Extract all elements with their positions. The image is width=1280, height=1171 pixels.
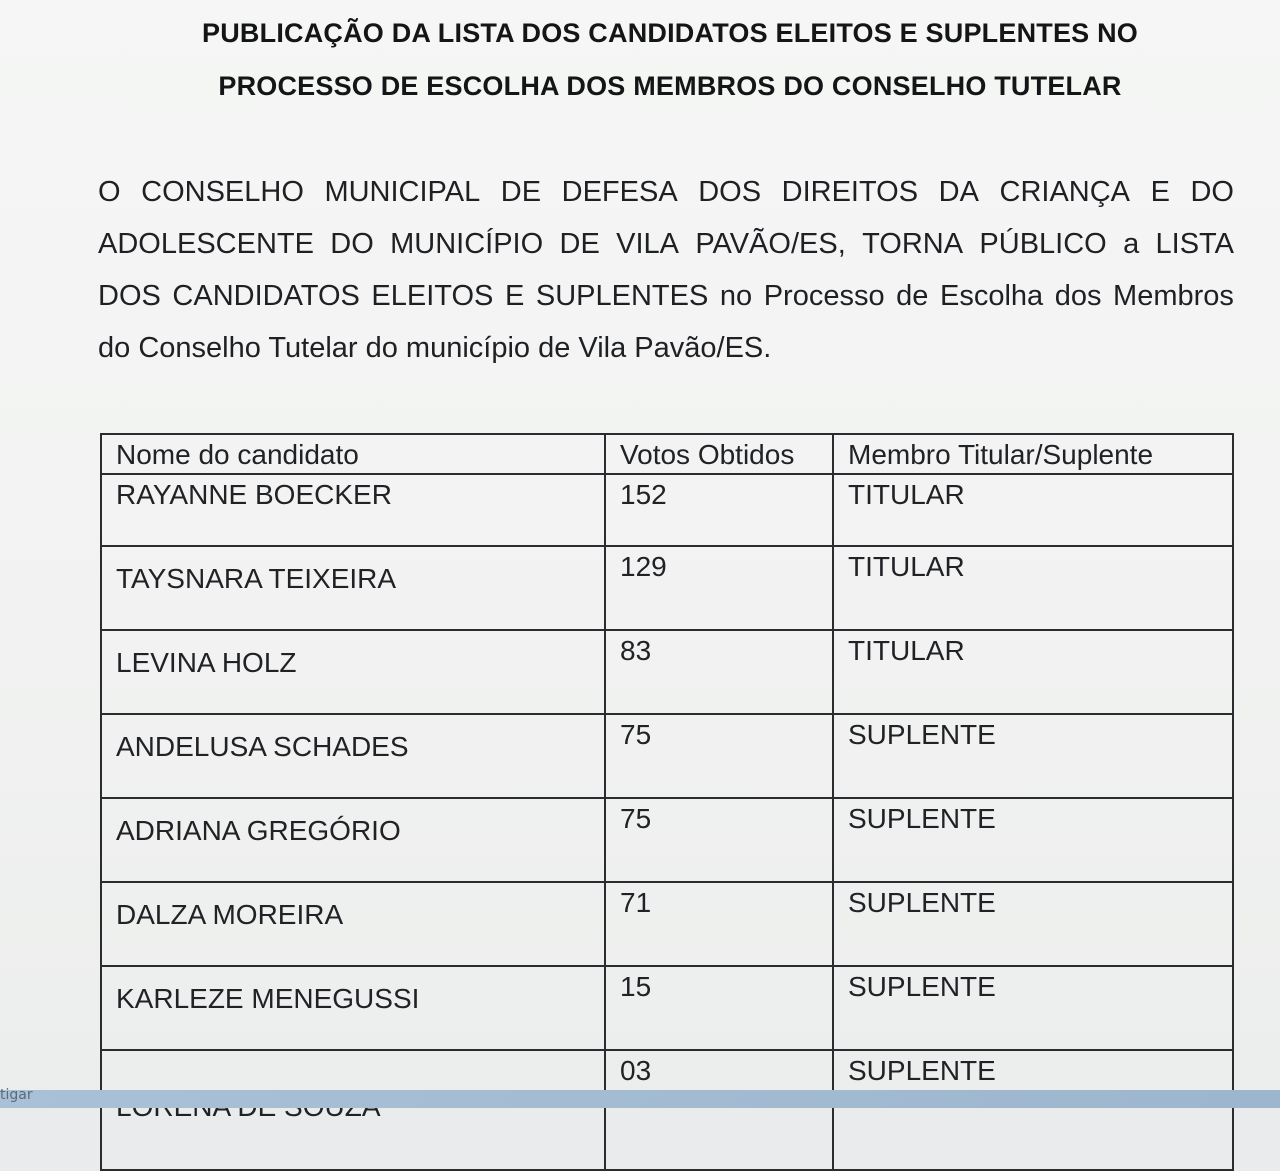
candidate-name — [101, 1050, 605, 1170]
candidates-table — [100, 433, 1234, 1171]
intro-line-2: ADOLESCENTE DO MUNICÍPIO DE VILA PAVÃO/ES, TORNA PÚBLICO a LISTA — [98, 228, 1234, 260]
candidate-name: TAYSNARA TEIXEIRA — [101, 546, 605, 630]
table-row — [101, 798, 1233, 882]
table-row — [101, 714, 1233, 798]
candidate-votes: 15 — [605, 966, 833, 1050]
candidate-status: SUPLENTE — [833, 882, 1233, 966]
candidate-name: KARLEZE MENEGUSSI — [101, 966, 605, 1050]
candidate-votes: 129 — [605, 546, 833, 630]
candidate-votes: 75 — [605, 798, 833, 882]
candidate-status: SUPLENTE — [833, 966, 1233, 1050]
table-row — [101, 474, 1233, 546]
intro-line-1: O CONSELHO MUNICIPAL DE DEFESA DOS DIREITOS DA CRIANÇA E DO — [98, 176, 1234, 208]
candidate-name: LEVINA HOLZ — [101, 630, 605, 714]
table-header-row — [101, 434, 1233, 474]
candidate-votes: 83 — [605, 630, 833, 714]
page-title-line-1: PUBLICAÇÃO DA LISTA DOS CANDIDATOS ELEITOS E SUPLENTES NO — [202, 18, 1138, 48]
candidate-votes: 71 — [605, 882, 833, 966]
candidate-name: ANDELUSA SCHADES — [101, 714, 605, 798]
candidate-votes: 75 — [605, 714, 833, 798]
header-member-status: Membro Titular/Suplente — [833, 434, 1233, 474]
candidate-name: RAYANNE BOECKER — [101, 474, 605, 546]
candidate-name: DALZA MOREIRA — [101, 882, 605, 966]
table-row — [101, 546, 1233, 630]
intro-line-3: DOS CANDIDATOS ELEITOS E SUPLENTES no Processo de Escolha dos Membros — [98, 280, 1234, 312]
candidate-name: ADRIANA GREGÓRIO — [101, 798, 605, 882]
table-row — [101, 882, 1233, 966]
candidate-status: TITULAR — [833, 474, 1233, 546]
table-row — [101, 630, 1233, 714]
intro-line-4: do Conselho Tutelar do município de Vila Pavão/ES. — [98, 332, 772, 364]
table-row — [101, 966, 1233, 1050]
page-title-line-2: PROCESSO DE ESCOLHA DOS MEMBROS DO CONSELHO TUTELAR — [218, 71, 1122, 101]
candidate-votes: 03 — [605, 1050, 833, 1170]
screen-bottom-edge — [0, 1090, 1280, 1108]
table-row — [101, 1050, 1233, 1170]
header-votes: Votos Obtidos — [605, 434, 833, 474]
candidate-status: TITULAR — [833, 546, 1233, 630]
taskbar-text-fragment: tigar — [0, 1087, 33, 1103]
candidate-status: TITULAR — [833, 630, 1233, 714]
candidate-status: SUPLENTE — [833, 798, 1233, 882]
candidate-status: SUPLENTE — [833, 1050, 1233, 1170]
candidate-votes: 152 — [605, 474, 833, 546]
intro-paragraph — [98, 166, 1234, 374]
header-candidate-name: Nome do candidato — [101, 434, 605, 474]
candidate-status: SUPLENTE — [833, 714, 1233, 798]
